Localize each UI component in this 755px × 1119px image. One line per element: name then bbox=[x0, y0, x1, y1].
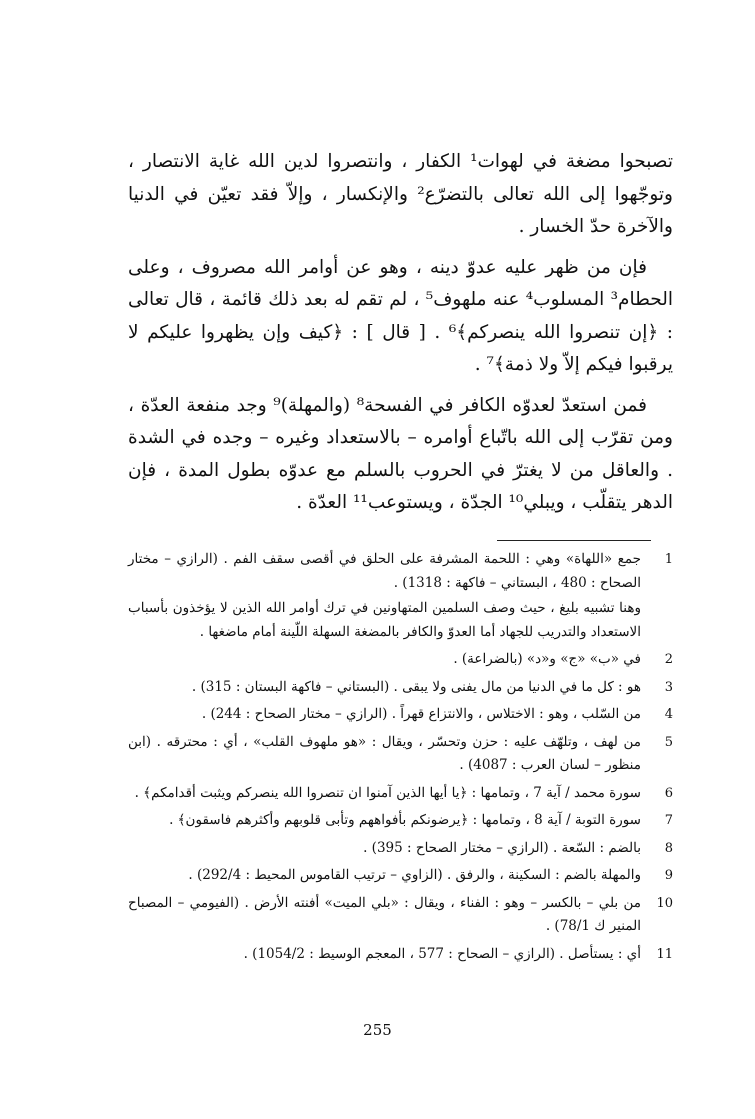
footnote-text: والمهلة بالضم : السكينة ، والرفق . (الزاوي – ترتيب القاموس المحيط : 292/4) . bbox=[188, 867, 641, 883]
footnote bbox=[128, 731, 673, 778]
footnote-number: 9 bbox=[664, 868, 673, 883]
paragraph-3: فمن استعدّ لعدوّه الكافر في الفسحة⁸ (والمهلة)⁹ وجد منفعة العدّة ، ومن تقرّب إلى الله باتّباع أوامره – بالاستعداد وغيره – وجده في الشدة . والعاقل من لا يغترّ في الحروب بالسلم مع عدوّه بطول المدة ، فإن الدهر يتقلّب ، ويبلي¹⁰ الجدّة ، ويستوعب¹¹ العدّة . bbox=[128, 394, 673, 513]
footnote-text: من بلي – بالكسر – وهو : الفناء ، ويقال : «بلي الميت» أفنته الأرض . (الفيومي – المصباح المنير ك 78/1) . bbox=[128, 894, 641, 934]
footnote-number: 11 bbox=[656, 946, 673, 962]
paragraph-2: فإن من ظهر عليه عدوّ دينه ، وهو عن أوامر الله مصروف ، وعلى الحطام³ المسلوب⁴ عنه ملهوف⁵ ، لم تقم له بعد ذلك قائمة ، قال تعالى : ﴿إن تنصروا الله ينصركم﴾⁶ . [ قال ] : ﴿كيف وإن يظهروا عليكم لا يرقبوا فيكم إلاّ ولا ذمة﴾⁷ . bbox=[128, 256, 674, 375]
paragraph-1: تصبحوا مضغة في لهوات¹ الكفار ، وانتصروا لدين الله غاية الانتصار ، وتوجّهوا إلى الله تعالى بالتضرّع² والإنكسار ، وإلاّ فقد تعيّن في الدنيا والآخرة حدّ الخسار . bbox=[128, 151, 673, 237]
footnote-text: هو : كل ما في الدنيا من مال يفنى ولا يبقى . (البستاني – فاكهة البستان : 315) . bbox=[191, 678, 641, 695]
footnote-number: 2 bbox=[664, 652, 673, 667]
footnote-text-continued: وهنا تشبيه بليغ ، حيث وصف السلمين المتهاونين في ترك أوامر الله الذين لا يؤخذون بأسباب الاستعداد والتدريب للجهاد أما العدوّ والكافر بالمضغة السهلة اللّينة أمام ماضغها . bbox=[128, 600, 641, 640]
footnotes bbox=[128, 548, 673, 970]
footnote-number: 5 bbox=[664, 734, 673, 750]
footnote-number: 10 bbox=[656, 895, 673, 911]
footnote-separator bbox=[497, 540, 651, 541]
footnote bbox=[128, 837, 673, 861]
page-number: 255 bbox=[363, 1021, 392, 1039]
footnote bbox=[128, 809, 673, 833]
footnote bbox=[128, 864, 673, 888]
footnote bbox=[128, 676, 673, 700]
footnote-number: 4 bbox=[664, 707, 673, 722]
footnote-text: من لهف ، وتلهّف عليه : حزن وتحسّر ، ويقال : «هو ملهوف القلب» ، أي : محترقه . (ابن منظور – لسان العرب : 4087) . bbox=[128, 733, 641, 773]
footnote-number: 6 bbox=[664, 785, 673, 801]
footnote bbox=[128, 703, 673, 727]
footnote-number: 1 bbox=[664, 552, 673, 567]
footnote bbox=[128, 648, 673, 672]
footnote-text: في «ب» «ج» و«د» (بالضراعة) . bbox=[453, 651, 641, 667]
footnote bbox=[128, 892, 673, 939]
footnote-text: أي : يستأصل . (الرازي – الصحاح : 577 ، المعجم الوسيط : 1054/2) . bbox=[243, 945, 641, 962]
footnote bbox=[128, 782, 673, 806]
footnote bbox=[128, 548, 673, 644]
footnote-number: 7 bbox=[664, 813, 673, 828]
footnote-text: سورة محمد / آية 7 ، وتمامها : ﴿يا أيها الذين آمنوا ان تنصروا الله ينصركم ويثبت أقدامكم﴾ . bbox=[134, 784, 641, 801]
footnote-number: 8 bbox=[664, 840, 673, 856]
footnote-number: 3 bbox=[664, 679, 673, 695]
footnote-text: جمع «اللهاة» وهي : اللحمة المشرفة على الحلق في أقصى سقف الفم . (الرازي – مختار الصحاح : 480 ، البستاني – فاكهة : 1318) . bbox=[128, 551, 641, 591]
footnote bbox=[128, 943, 673, 967]
main-text bbox=[128, 146, 673, 528]
footnote-text: بالضم : السّعة . (الرازي – مختار الصحاح : 395) . bbox=[363, 839, 641, 856]
footnote-text: من السّلب ، وهو : الاختلاس ، والانتزاع قهراً . (الرازي – مختار الصحاح : 244) . bbox=[201, 706, 641, 722]
footnote-text: سورة التوبة / آية 8 ، وتمامها : ﴿يرضونكم بأفواههم وتأبى قلوبهم وأكثرهم فاسقون﴾ . bbox=[169, 812, 641, 828]
